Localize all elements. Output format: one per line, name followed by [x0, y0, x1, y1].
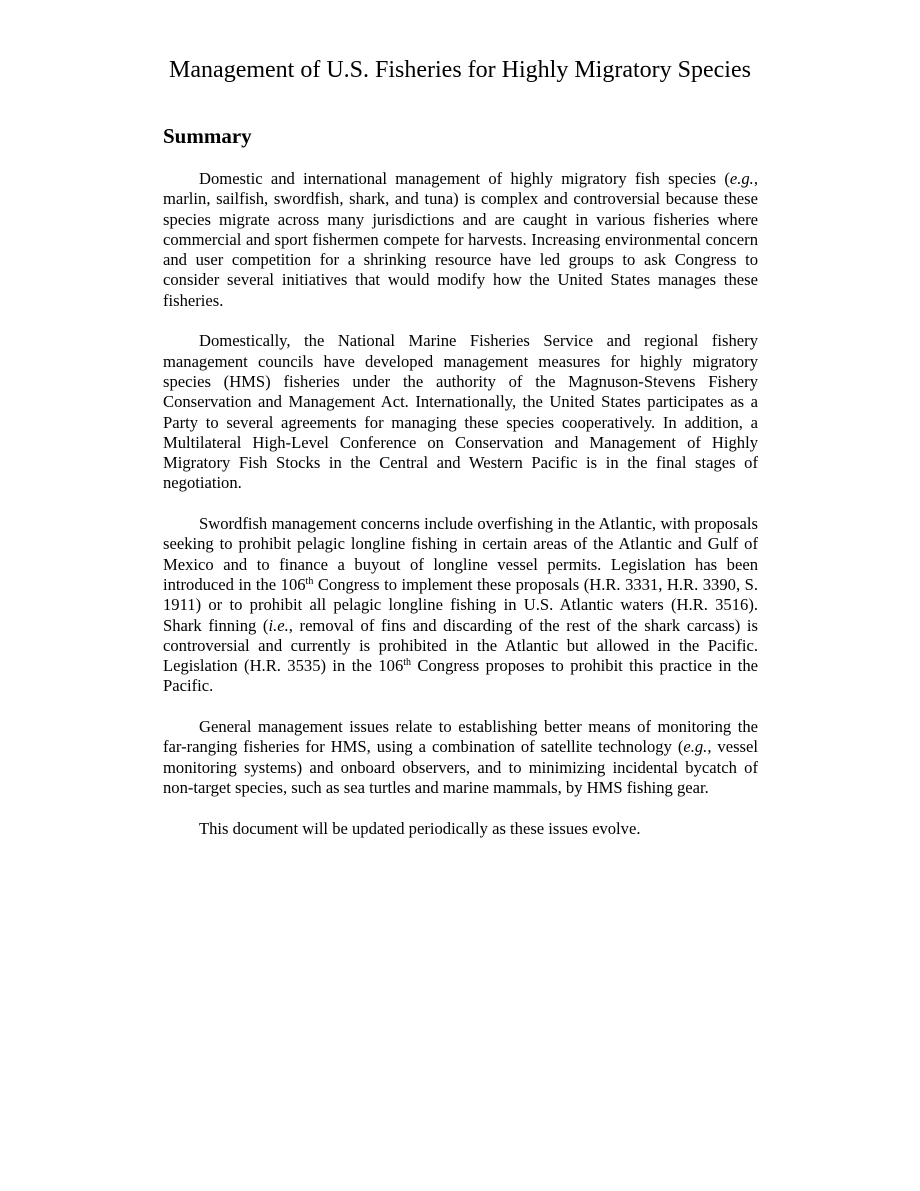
body-paragraph [163, 514, 758, 697]
text-segment: , removal of fins and discarding of the rest of the shark carcass) is controversial and currently is prohibited in the Atlantic but allowed in the Pacific. Legislation (H.R. 3535) in the 106 [163, 615, 758, 676]
section-heading: Summary [163, 124, 252, 148]
text-segment: This document will be updated periodically as these issues evolve. [199, 818, 641, 838]
text-segment: , marlin, sailfish, swordfish, shark, and tuna) is complex and controversial because these species migrate across many jurisdictions and are caught in various fisheries where commercial and sport fishermen compete for harvests. Increasing environmental concern and user competition for a shrinking resource have led groups to ask Congress to consider several initiatives that would modify how the United States manages these fisheries. [163, 169, 758, 310]
text-segment: Congress proposes to prohibit this practice in the Pacific. [163, 656, 758, 696]
body-paragraph [163, 169, 758, 311]
italic-text: i.e. [268, 615, 289, 635]
text-segment: , vessel monitoring systems) and onboard observers, and to minimizing incidental bycatch of non-target species, such as sea turtles and marine mammals, by HMS fishing gear. [163, 737, 758, 797]
paragraph-list [163, 169, 758, 839]
text-segment: Swordfish management concerns include overfishing in the Atlantic, with proposals seeking to prohibit pelagic longline fishing in certain areas of the Atlantic and Gulf of Mexico and to finance a buyout of longline vessel permits. Legislation has been introduced in the 106 [163, 514, 758, 594]
text-segment: Domestic and international management of highly migratory fish species ( [199, 169, 730, 188]
italic-text: e.g. [729, 169, 754, 188]
text-segment: General management issues relate to establishing better means of monitoring the far-ranging fisheries for HMS, using a combination of satellite technology ( [163, 717, 758, 757]
text-segment: Domestically, the National Marine Fisheries Service and regional fishery management councils have developed management measures for highly migratory species (HMS) fisheries under the authority of the Magnuson-Stevens Fishery Conservation and Management Act. Internationally, the United States participates as a Party to several agreements for managing these species cooperatively. In addition, a Multilateral High-Level Conference on Conservation and Management of Highly Migratory Fish Stocks in the Central and Western Pacific is in the final stages of negotiation. [163, 331, 758, 493]
body-paragraph [163, 819, 758, 839]
ordinal-superscript: th [403, 657, 412, 669]
body-paragraph [163, 331, 758, 493]
ordinal-superscript: th [305, 575, 314, 587]
body-paragraph [163, 717, 758, 798]
document-title: Management of U.S. Fisheries for Highly Migratory Species [169, 57, 751, 83]
summary-section [163, 123, 758, 859]
italic-text: e.g. [683, 737, 708, 757]
text-segment: Congress to implement these proposals (H.R. 3331, H.R. 3390, S. 1911) or to prohibit all pelagic longline fishing in U.S. Atlantic waters (H.R. 3516). Shark finning ( [163, 574, 758, 635]
